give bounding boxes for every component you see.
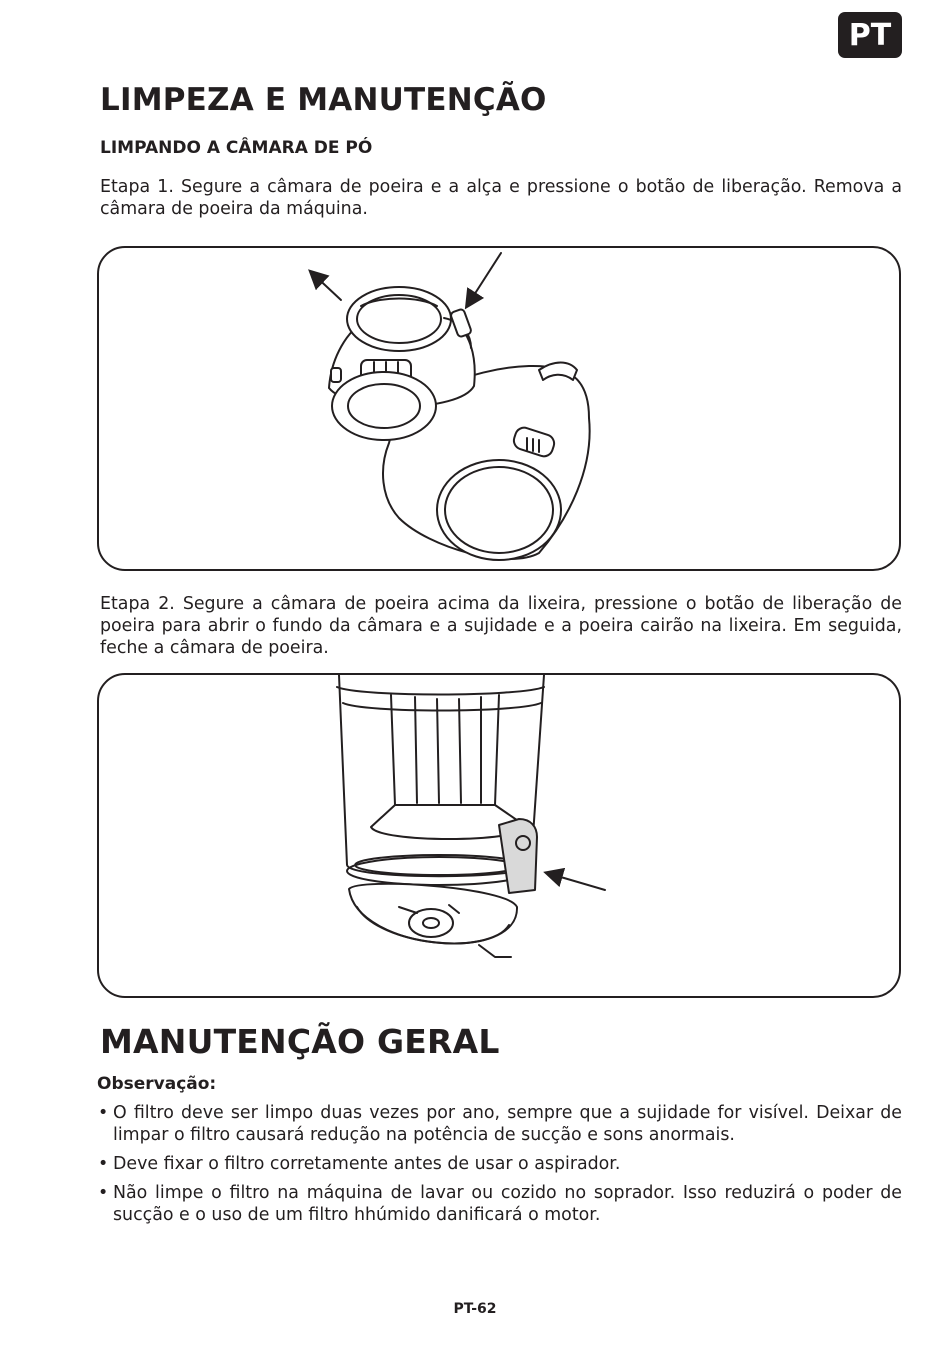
list-item-text: Deve fixar o filtro corretamente antes de usar o aspirador. [113, 1154, 621, 1174]
list-item-text: O filtro deve ser limpo duas vezes por ano, sempre que a sujidade for visível. Deixar de limpar o filtro causará redução na potência de sucção e sons anormais. [113, 1103, 902, 1145]
list-item [96, 1102, 902, 1146]
section-title-cleaning: LIMPEZA E MANUTENÇÃO [100, 82, 547, 118]
vacuum-dust-chamber-removal-illustration [99, 248, 899, 569]
list-item [96, 1182, 902, 1226]
figure-step-1 [97, 246, 901, 571]
step-2-text: Etapa 2. Segure a câmara de poeira acima da lixeira, pressione o botão de liberação de poeira para abrir o fundo da câmara e a sujidade e a poeira cairão na lixeira. Em seguida, feche a câmara de poeira. [100, 594, 902, 658]
bullet-dot: • [98, 1103, 109, 1123]
note-list [96, 1102, 902, 1233]
step-1-text: Etapa 1. Segure a câmara de poeira e a alça e pressione o botão de liberação. Remova a câmara de poeira da máquina. [100, 177, 902, 219]
list-item-text: Não limpe o filtro na máquina de lavar ou cozido no soprador. Isso reduzirá o poder de sucção e o uso de um filtro hhúmido danificará o motor. [113, 1183, 902, 1225]
section-title-general-maintenance: MANUTENÇÃO GERAL [100, 1022, 500, 1061]
note-label: Observação: [97, 1074, 217, 1094]
list-item [96, 1153, 902, 1175]
language-badge: PT [838, 12, 902, 58]
subsection-title-dust-chamber: LIMPANDO A CÂMARA DE PÓ [100, 138, 373, 158]
bullet-dot: • [98, 1183, 109, 1203]
dust-chamber-emptying-illustration [99, 675, 899, 996]
page-number: PT-62 [453, 1301, 497, 1317]
bullet-dot: • [98, 1154, 109, 1174]
figure-step-2 [97, 673, 901, 998]
